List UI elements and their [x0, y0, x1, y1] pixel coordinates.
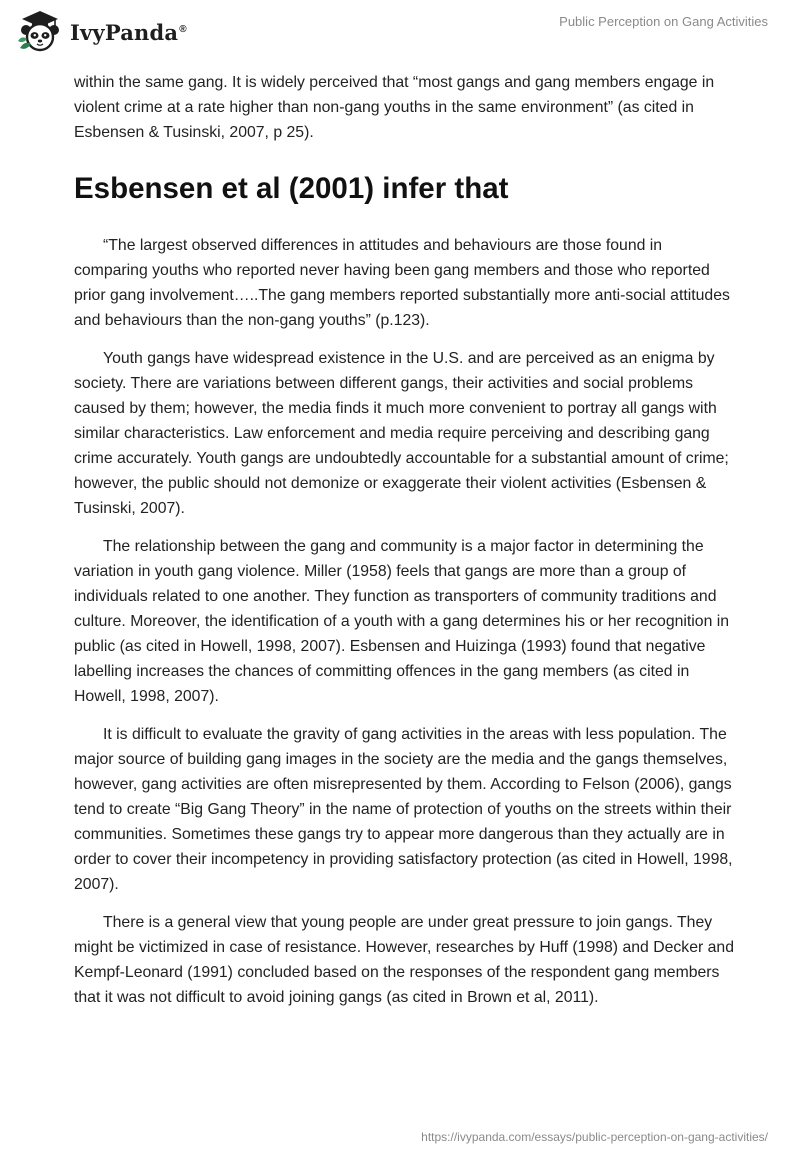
section-heading: Esbensen et al (2001) infer that — [74, 172, 509, 205]
body-paragraph-3: The relationship between the gang and community is a major factor in determining the variation in youth gang violence. Miller (1958) feels that gangs are more than a group of individuals related to one another. They function as transporters of community traditions and culture. Moreover, the identification of a youth with a gang determines his or her recognition in public (as cited in Howell, 1998, 2007). Esbensen and Huizinga (1993) found that negative labelling increases the chances of committing offences in the gang members (as cited in Howell, 1998, 2007). — [74, 538, 730, 705]
intro-paragraph: within the same gang. It is widely perceived that “most gangs and gang members engage in violent crime at a rate higher than non-gang youths in the same environment” (as cited in Esbensen & Tusinski, 2007, p 25). — [74, 74, 715, 141]
body-paragraph-4: It is difficult to evaluate the gravity of gang activities in the areas with less population. The major source of building gang images in the society are the media and the gangs themselves, however, gang activities are often misrepresented by them. According to Felson (2006), gangs tend to create “Big Gang Theory” in the name of protection of youths on the streets within their communities. Sometimes these gangs try to appear more dangerous than they actually are in order to cover their incompetency in providing satisfactory protection (as cited in Howell, 1998, 2007). — [74, 726, 733, 893]
logo-text — [70, 20, 187, 45]
ivypanda-logo[interactable] — [16, 8, 187, 54]
logo-wordmark: IvyPanda — [70, 19, 179, 45]
panda-logo-icon — [16, 8, 64, 54]
page-header — [0, 0, 800, 64]
essay-content — [74, 70, 734, 1023]
body-paragraph-5: There is a general view that young people are under great pressure to join gangs. They might be victimized in case of resistance. However, researches by Huff (1998) and Decker and Kempf-Leonard (1991) concluded based on the responses of the respondent gang members that it was not difficult to avoid joining gangs (as cited in Brown et al, 2011). — [74, 914, 734, 1006]
document-title: Public Perception on Gang Activities — [559, 14, 768, 29]
body-paragraph-2: Youth gangs have widespread existence in the U.S. and are perceived as an enigma by society. There are variations between different gangs, their activities and social problems caused by them; however, the media finds it much more convenient to portray all gangs with similar characteristics. Law enforcement and media require perceiving and describing gang crime accurately. Youth gangs are undoubtedly accountable for a substantial amount of crime; however, the public should not demonize or exaggerate their violent activities (Esbensen & Tusinski, 2007). — [74, 350, 729, 517]
registered-mark: ® — [179, 23, 187, 35]
source-url[interactable]: https://ivypanda.com/essays/public-perception-on-gang-activities/ — [421, 1130, 768, 1144]
body-paragraph-1: “The largest observed differences in attitudes and behaviours are those found in comparing youths who reported never having been gang members and those who reported prior gang involvement…..The gang members reported substantially more anti-social attitudes and behaviours than the non-gang youths” (p.123). — [74, 237, 730, 329]
